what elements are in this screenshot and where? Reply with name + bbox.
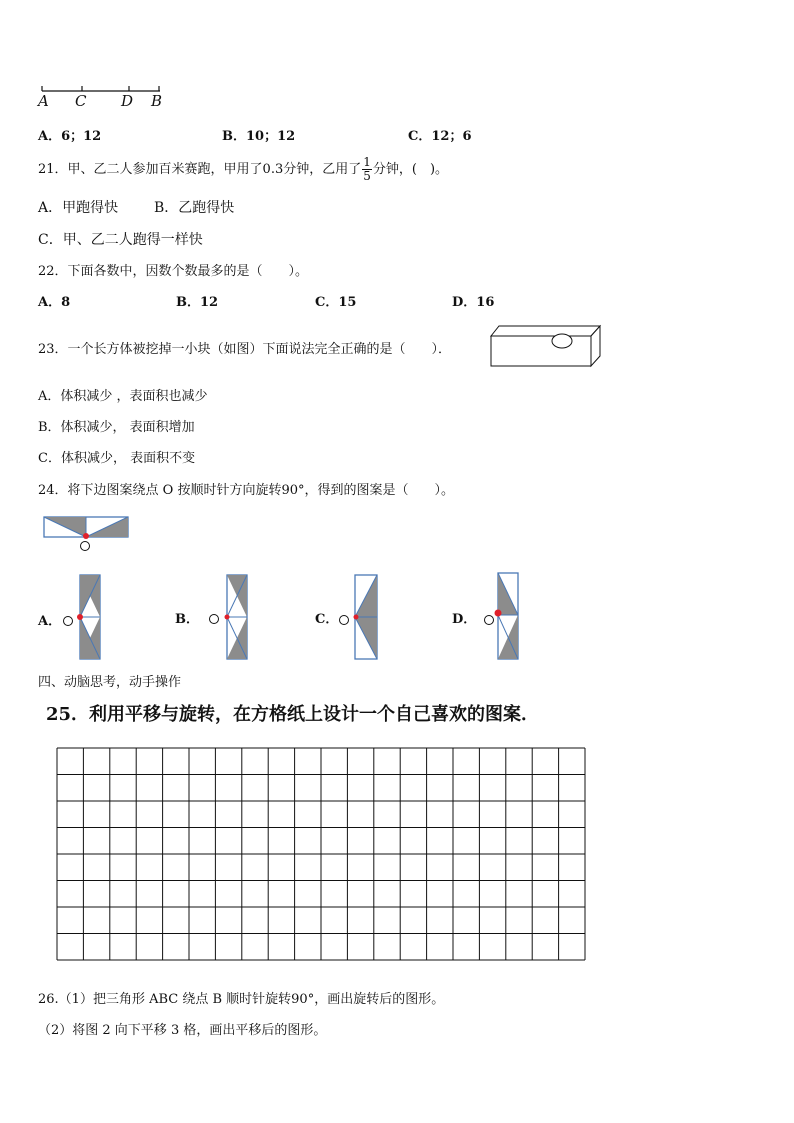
q24-option-a-label: A． [38, 614, 62, 629]
point-label-b: B [151, 92, 163, 110]
q24-option-d-figure [478, 571, 528, 663]
q23-option-c: C．体积减少， 表面积不变 [38, 451, 196, 466]
q21-option-a: A．甲跑得快 [38, 200, 119, 216]
q23-option-b: B．体积减少， 表面积增加 [38, 420, 195, 435]
q21-fraction [362, 156, 372, 183]
segment-figure [38, 82, 168, 112]
q20-option-b: B．10；12 [222, 129, 296, 144]
q21-question [38, 153, 448, 187]
q25-question: 25．利用平移与旋转，在方格纸上设计一个自己喜欢的图案． [46, 704, 540, 725]
q21-number: 0.3 [262, 162, 284, 177]
q26-part2: （2）将图 2 向下平移 3 格，画出平移后的图形。 [38, 1023, 327, 1038]
q22-option-d: D．16 [452, 295, 495, 310]
q23-option-a: A．体积减少 ，表面积也减少 [38, 389, 208, 404]
cuboid-figure [490, 324, 602, 368]
q24-option-b-figure [205, 573, 255, 663]
point-label-d: D [121, 92, 134, 110]
q20-option-a: A．6；12 [38, 129, 102, 144]
q24-option-b-label: B． [175, 612, 199, 627]
q24-option-d-label: D． [452, 612, 477, 627]
point-label-a: A [38, 92, 49, 110]
q26-part1: 26.（1）把三角形 ABC 绕点 B 顺时针旋转90°，画出旋转后的图形。 [38, 992, 445, 1007]
q24-original-pattern [42, 515, 134, 555]
q21-text-after: 分钟，( )。 [372, 162, 449, 177]
q21-text-before: 21．甲、乙二人参加百米赛跑，甲用了 [38, 162, 263, 177]
q24-option-c-label: C． [315, 612, 339, 627]
q24-option-c-figure [335, 573, 385, 663]
point-label-c: C [75, 92, 87, 110]
q24-question: 24．将下边图案绕点 O 按顺时针方向旋转90°，得到的图案是（ ）。 [38, 483, 455, 498]
q22-option-b: B．12 [176, 295, 219, 310]
q23-question: 23．一个长方体被挖掉一小块（如图）下面说法完全正确的是（ ）． [38, 342, 452, 357]
fraction-denominator: 5 [363, 169, 371, 183]
fraction-numerator: 1 [363, 155, 371, 169]
q25-square-grid [56, 747, 588, 963]
q22-question: 22．下面各数中，因数个数最多的是（ ）。 [38, 264, 309, 279]
section-heading: 四、动脑思考，动手操作 [38, 675, 182, 690]
q21-option-c: C．甲、乙二人跑得一样快 [38, 232, 203, 248]
q22-option-c: C．15 [315, 295, 357, 310]
q22-option-a: A．8 [38, 295, 71, 310]
q21-text-mid: 分钟，乙用了 [283, 162, 362, 177]
q24-option-a-figure [60, 573, 110, 663]
q21-option-b: B．乙跑得快 [154, 200, 235, 216]
q20-option-c: C．12；6 [408, 129, 472, 144]
